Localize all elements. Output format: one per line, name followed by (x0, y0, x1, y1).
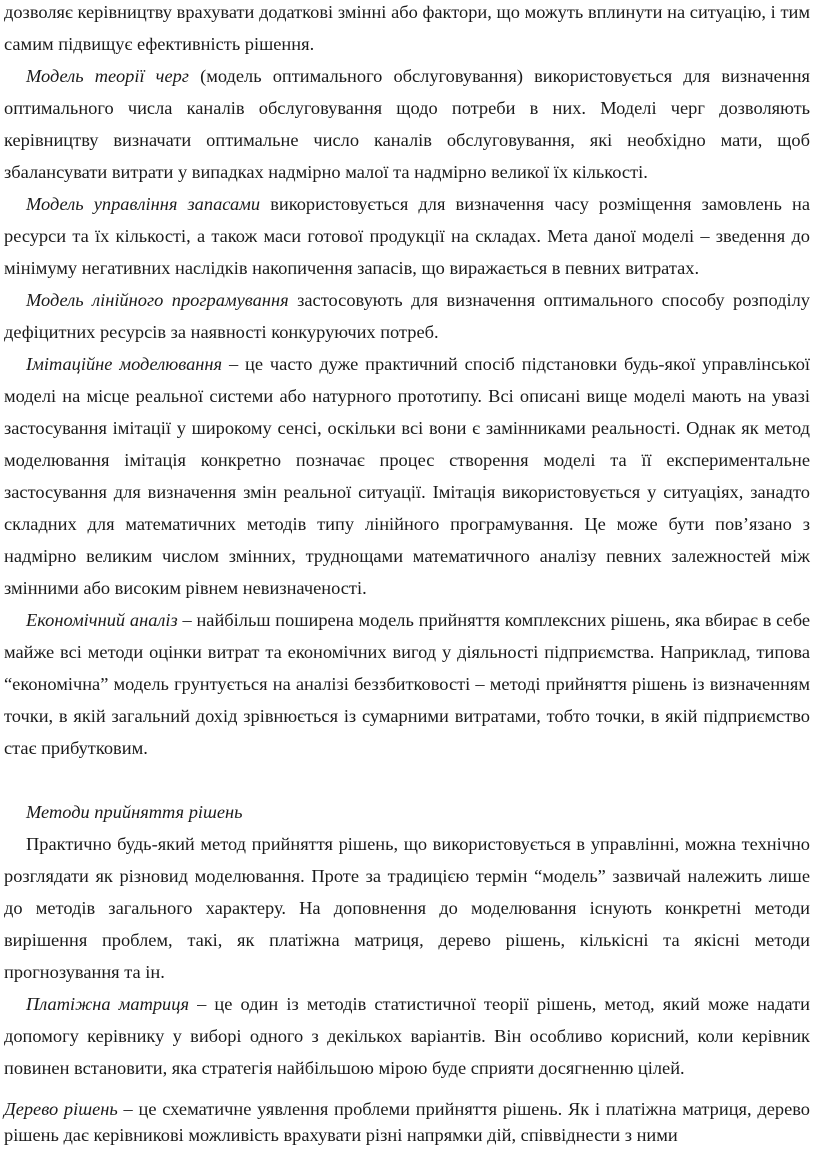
paragraph-economic-analysis (4, 604, 810, 764)
term-decision-tree: Дерево рішень (4, 1099, 118, 1119)
term-economic-analysis: Економічний аналіз (26, 610, 178, 630)
paragraph-text: – це схематичне уявлення проблеми прийняття рішень. Як і платіжна матриця, дерево рішень дає керівникові можливість врахувати різні напрямки дій, співвіднести з ними (4, 1099, 810, 1145)
paragraph-text: – це один із методів статистичної теорії рішень, метод, який може надати допомогу керівнику у виборі одного з декількох варіантів. Він особливо корисний, коли керівник повинен встановити, яка стратегія найбільшою мірою буде сприяти досягненню цілей. (4, 994, 810, 1078)
paragraph-text: використовується для визначення часу розміщення замовлень на ресурси та їх кількості, а також маси готової продукції на складах. Мета даної моделі – зведення до мінімуму негативних наслідків накопичення запасів, що виражається в певних витратах. (4, 194, 810, 278)
paragraph-queue-model (4, 60, 810, 188)
heading-text: Методи прийняття рішень (26, 802, 243, 822)
paragraph-text: – це часто дуже практичний спосіб підстановки будь-якої управлінської моделі на місце реальної системи або натурного прототипу. Всі описані вище моделі мають на увазі застосування імітації у широкому сенсі, оскільки всі вони є замінниками реальності. Однак як метод моделювання імітація конкретно позначає процес створення моделі та її експериментальне застосування для визначення змін реальної ситуації. Імітація використовується у ситуаціях, занадто складних для математичних методів типу лінійного програмування. Це може бути пов’язано з надмірно великим числом змінних, труднощами математичного аналізу певних залежностей між змінними або високим рівнем невизначеності. (4, 354, 811, 598)
paragraph-text: Практично будь-який метод прийняття рішень, що використовується в управлінні, можна технічно розглядати як різновид моделювання. Проте за традицією термін “модель” зазвичай належить лише до методів загального характеру. На доповнення до моделювання існують конкретні методи вирішення проблем, такі, як платіжна матриця, дерево рішень, кількісні та якісні методи прогнозування та ін. (4, 834, 810, 982)
paragraph-text: – найбільш поширена модель прийняття комплексних рішень, яка вбирає в себе майже всі методи оцінки витрат та економічних вигод у діяльності підприємства. Наприклад, типова “економічна” модель грунтується на аналізі беззбитковості – методі прийняття рішень із визначенням точки, в якій загальний дохід зрівнюється із сумарними витратами, тобто точки, в якій підприємство стає прибутковим. (4, 610, 810, 758)
paragraph-simulation (4, 348, 810, 604)
paragraph-text: (модель оптимального обслуговування) використовується для визначення оптимального числа каналів обслуговування щодо потреби в них. Моделі черг дозволяють керівництву визначати оптимальне число каналів обслуговування, які необхідно мати, щоб збалансувати витрати у випадках надмірно малої та надмірно великої їх кількості. (4, 66, 810, 182)
term-linear-programming: Модель лінійного програмування (26, 290, 289, 310)
paragraph-decision-tree (4, 1096, 810, 1148)
term-simulation: Імітаційне моделювання (26, 354, 223, 374)
section-heading-decision-methods (4, 796, 810, 828)
paragraph-decision-methods (4, 828, 810, 988)
term-inventory-model: Модель управління запасами (26, 194, 261, 214)
term-queue-model: Модель теорії черг (26, 66, 189, 86)
paragraph-payoff-matrix (4, 988, 810, 1084)
paragraph-text: застосовують для визначення оптимального способу розподілу дефіцитних ресурсів за наявності конкуруючих потреб. (4, 290, 810, 342)
paragraph-linear-programming (4, 284, 810, 348)
term-payoff-matrix: Платіжна матриця (26, 994, 189, 1014)
paragraph-continuation (4, 0, 810, 60)
paragraph-text: дозволяє керівництву врахувати додаткові змінні або фактори, що можуть вплинути на ситуацію, і тим самим підвищує ефективність рішення. (4, 2, 810, 54)
paragraph-inventory-model (4, 188, 810, 284)
